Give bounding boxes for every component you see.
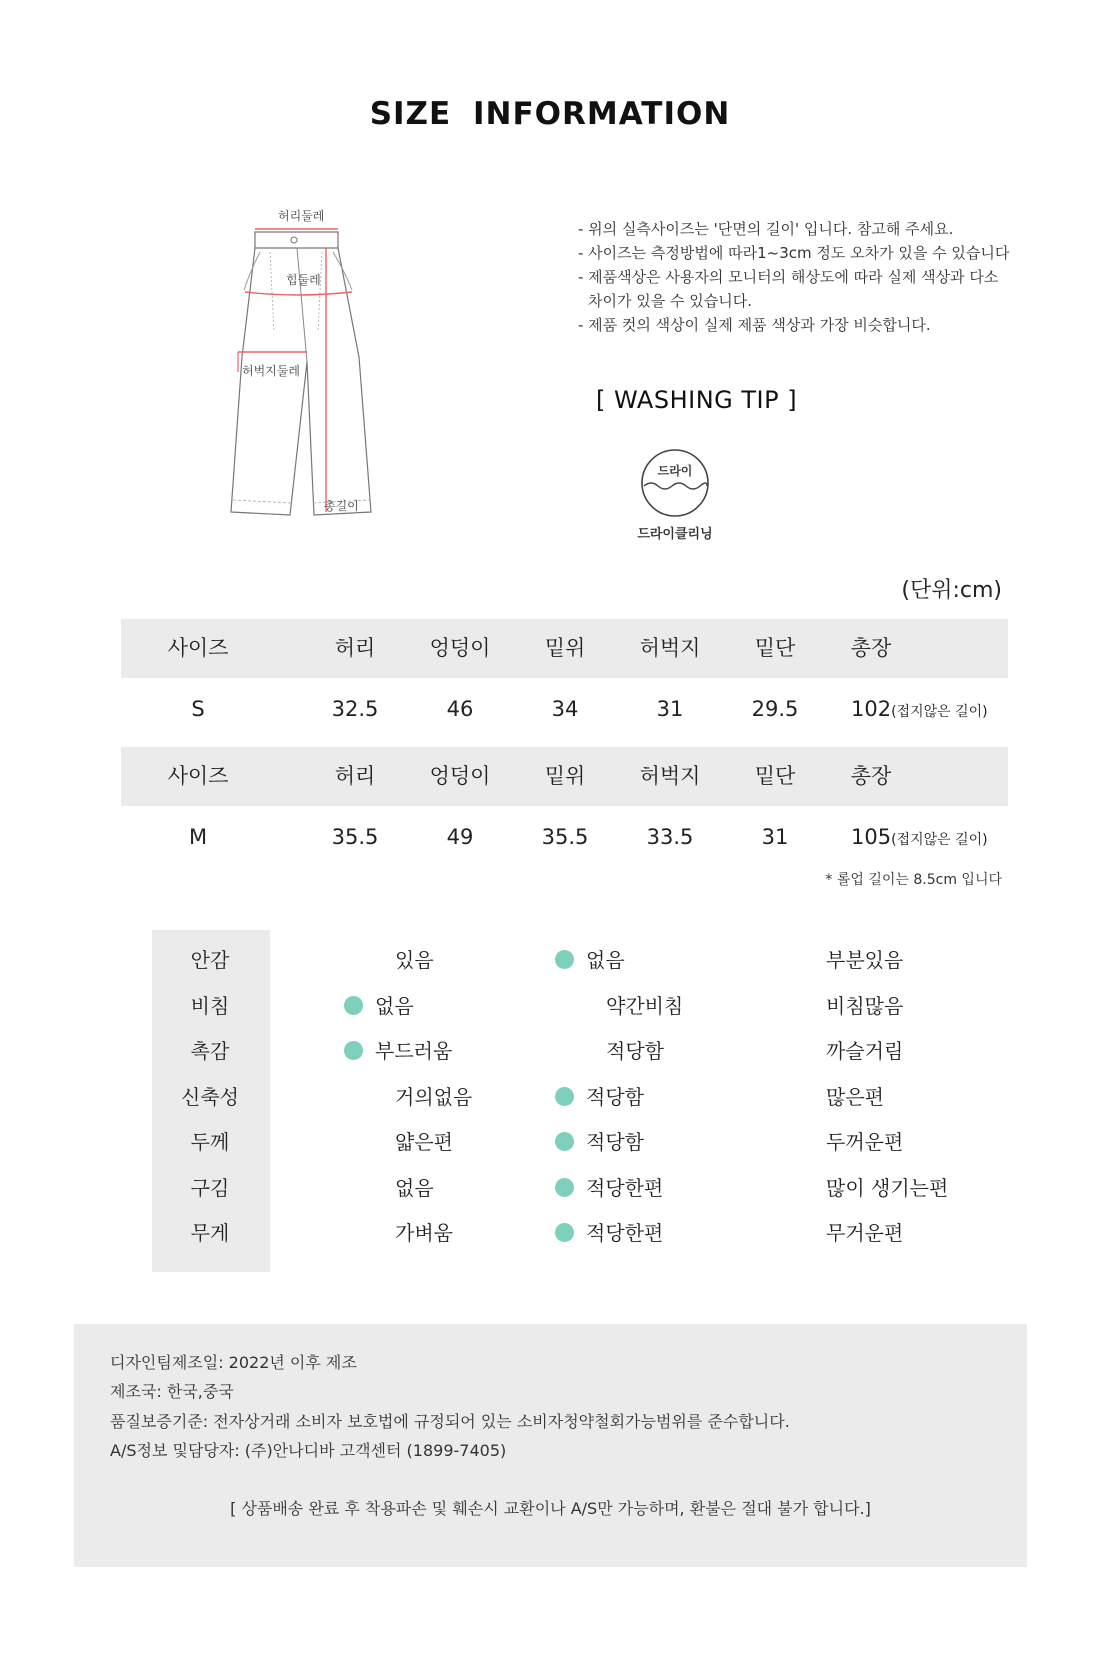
product-info-panel (74, 1324, 1027, 1567)
selected-dot-icon (344, 996, 363, 1015)
attribute-option-label: 적당함 (586, 1084, 644, 1109)
attribute-option (826, 1119, 903, 1165)
attribute-option-label: 약간비침 (606, 993, 684, 1018)
attribute-option (826, 1028, 903, 1074)
attribute-option-label: 무거운편 (826, 1221, 904, 1245)
note-line: - 사이즈는 측정방법에 따라1~3cm 정도 오차가 있을 수 있습니다 (578, 244, 1010, 262)
attribute-option (344, 1028, 452, 1074)
thigh-label: 허벅지둘레 (242, 364, 300, 378)
header-hem: 밑단 (754, 764, 796, 788)
attribute-option (826, 1074, 884, 1120)
selected-dot-icon (555, 1132, 574, 1151)
attribute-grid (0, 937, 1100, 1267)
note-line: - 제품 컷의 색상이 실제 제품 색상과 가장 비슷합니다. (578, 316, 931, 334)
hip-value: 49 (446, 825, 474, 849)
dry-clean-icon (639, 447, 711, 519)
dry-icon-text: 드라이 (657, 464, 693, 478)
attribute-option (555, 937, 625, 983)
selected-dot-icon (344, 1041, 363, 1060)
attribute-option-label: 적당한편 (586, 1221, 664, 1245)
rollup-note: * 롤업 길이는 8.5cm 입니다 (825, 872, 1002, 888)
attribute-option (555, 1119, 644, 1165)
attribute-option-label: 부드러움 (375, 1039, 453, 1063)
attribute-option (826, 1210, 903, 1256)
attribute-option-label: 비침많음 (826, 993, 904, 1018)
attribute-name: 두께 (190, 1130, 230, 1154)
size-header-row (121, 747, 1008, 806)
attribute-option-label: 적당함 (586, 1130, 644, 1154)
attribute-option-label: 두꺼운편 (826, 1130, 904, 1154)
header-thigh: 허벅지 (639, 764, 701, 788)
unit-label: (단위:cm) (901, 578, 1002, 603)
attribute-option-label: 거의없음 (395, 1084, 473, 1109)
attribute-option (395, 1165, 434, 1211)
waist-value: 35.5 (331, 825, 379, 849)
header-hem: 밑단 (754, 636, 796, 660)
header-size: 사이즈 (167, 764, 229, 788)
info-as-contact: A/S정보 및담당자: (주)안나디바 고객센터 (1899-7405) (110, 1441, 507, 1460)
rise-value: 35.5 (541, 825, 589, 849)
attribute-option (826, 1165, 948, 1211)
rise-value: 34 (551, 697, 579, 721)
header-size: 사이즈 (167, 636, 229, 660)
selected-dot-icon (555, 1087, 574, 1106)
hip-value: 46 (446, 697, 474, 721)
attribute-option (826, 937, 903, 983)
page-title: SIZE INFORMATION (369, 96, 731, 132)
attribute-option (395, 937, 434, 983)
attribute-name: 무게 (190, 1221, 230, 1245)
attribute-option-label: 적당함 (606, 1039, 664, 1063)
attribute-option (826, 983, 903, 1029)
hem-value: 31 (761, 825, 789, 849)
size-table (121, 619, 1008, 860)
note-line: 차이가 있을 수 있습니다. (588, 292, 752, 310)
header-rise: 밑위 (544, 764, 586, 788)
length-note: (접지않은 길이) (891, 704, 988, 720)
attribute-option-label: 없음 (375, 993, 414, 1018)
header-length: 총장 (850, 636, 892, 660)
size-row-m (121, 808, 1008, 867)
selected-dot-icon (555, 950, 574, 969)
header-length: 총장 (850, 764, 892, 788)
attribute-option-label: 없음 (586, 948, 625, 972)
attribute-option (606, 983, 683, 1029)
attribute-option-label: 있음 (395, 948, 434, 972)
attribute-option (395, 1074, 472, 1120)
length-label: 총길이 (324, 499, 359, 513)
thigh-value: 33.5 (646, 825, 694, 849)
attribute-name: 안감 (190, 948, 230, 972)
selected-dot-icon (555, 1223, 574, 1242)
attribute-option (555, 1165, 663, 1211)
info-quality: 품질보증기준: 전자상거래 소비자 보호법에 규정되어 있는 소비자청약철회가능범위를 준수합니다. (110, 1412, 790, 1431)
attribute-name: 촉감 (190, 1039, 230, 1063)
attribute-option-label: 많이 생기는편 (826, 1175, 949, 1200)
size-name: S (191, 697, 205, 721)
hip-label: 힙둘레 (286, 273, 321, 287)
length-note: (접지않은 길이) (891, 832, 988, 848)
attribute-name: 비침 (190, 993, 230, 1018)
selected-dot-icon (555, 1178, 574, 1197)
attribute-option-label: 까슬거림 (826, 1039, 904, 1063)
header-waist: 허리 (334, 764, 376, 788)
attribute-option-label: 부분있음 (826, 948, 904, 972)
attribute-option (344, 983, 414, 1029)
info-manufacture-date: 디자인팀제조일: 2022년 이후 제조 (110, 1353, 357, 1372)
note-line: - 제품색상은 사용자의 모니터의 해상도에 따라 실제 색상과 다소 (578, 268, 999, 286)
length-value: 105(접지않은 길이) (851, 825, 988, 849)
header-hip: 엉덩이 (429, 636, 491, 660)
size-header-row (121, 619, 1008, 678)
size-notes (578, 217, 1009, 337)
info-origin: 제조국: 한국,중국 (110, 1382, 234, 1401)
washing-tip-title: [ WASHING TIP ] (596, 386, 798, 414)
attribute-option-label: 가벼움 (395, 1221, 453, 1245)
attribute-option-label: 얇은편 (395, 1130, 453, 1154)
header-waist: 허리 (334, 636, 376, 660)
return-notice: [ 상품배송 완료 후 착용파손 및 훼손시 교환이나 A/S만 가능하며, 환불은 절대 불가 합니다.] (230, 1499, 871, 1518)
attribute-option-label: 없음 (395, 1175, 434, 1200)
attribute-option (395, 1210, 453, 1256)
pants-diagram (222, 209, 382, 532)
attribute-option (606, 1028, 664, 1074)
header-rise: 밑위 (544, 636, 586, 660)
attribute-option (555, 1210, 663, 1256)
attribute-option-label: 적당한편 (586, 1175, 664, 1200)
header-thigh: 허벅지 (639, 636, 701, 660)
note-line: - 위의 실측사이즈는 '단면의 길이' 입니다. 참고해 주세요. (578, 220, 954, 238)
thigh-value: 31 (656, 697, 684, 721)
attribute-name: 구김 (190, 1175, 230, 1200)
length-value: 102(접지않은 길이) (851, 697, 988, 721)
size-name: M (188, 825, 208, 849)
waist-value: 32.5 (331, 697, 379, 721)
attribute-option-label: 많은편 (826, 1084, 884, 1109)
attribute-name: 신축성 (181, 1084, 239, 1109)
hem-value: 29.5 (751, 697, 799, 721)
attribute-option (395, 1119, 453, 1165)
size-row-s (121, 680, 1008, 739)
washing-label: 드라이클리닝 (637, 527, 713, 542)
waist-label: 허리둘레 (278, 209, 325, 223)
attribute-option (555, 1074, 644, 1120)
header-hip: 엉덩이 (429, 764, 491, 788)
